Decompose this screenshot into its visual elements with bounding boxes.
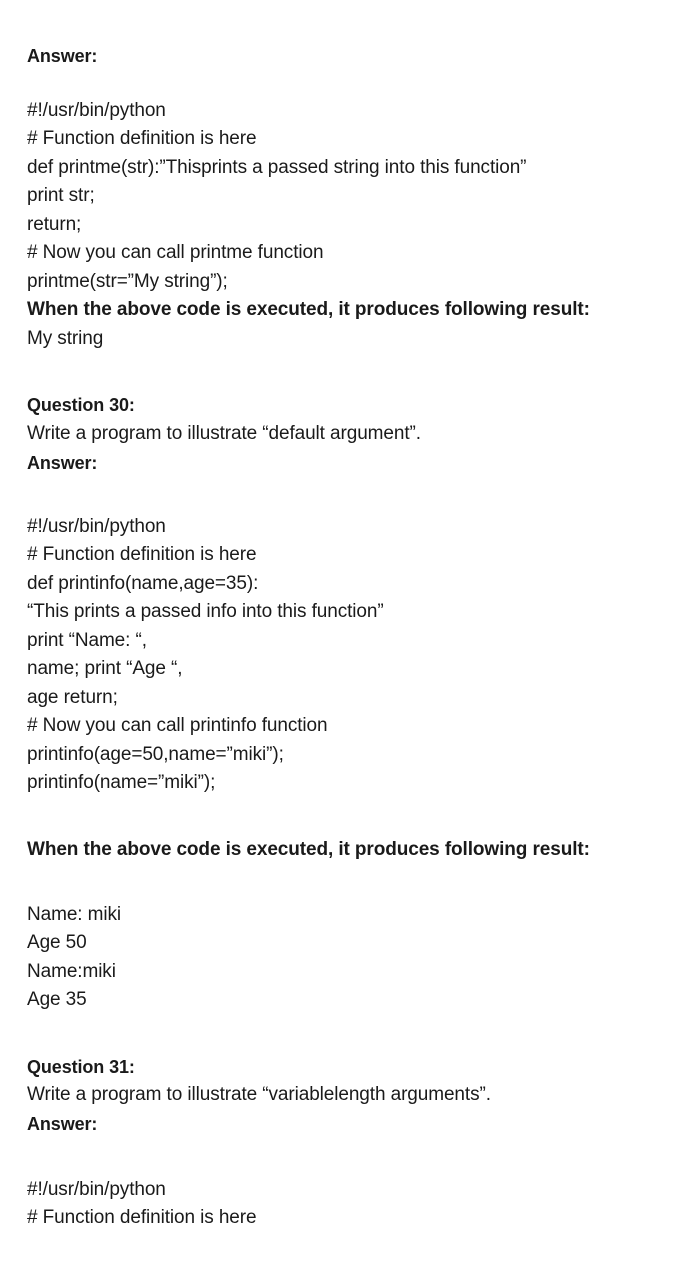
code-line: # Now you can call printinfo function — [27, 715, 328, 736]
question-prompt: Write a program to illustrate “variablelength arguments”. — [27, 1084, 491, 1105]
answer-label: Answer: — [27, 453, 98, 473]
result-line: Name: miki — [27, 904, 122, 925]
code-line: “This prints a passed info into this function” — [27, 601, 384, 622]
code-line: print “Name: “, — [27, 630, 147, 651]
result-heading: When the above code is executed, it produces following result: — [27, 839, 590, 860]
question-title: Question 30: — [27, 395, 135, 415]
code-line: printinfo(age=50,name=”miki”); — [27, 744, 284, 765]
code-line: printme(str=”My string”); — [27, 271, 228, 292]
code-line: # Function definition is here — [27, 1207, 257, 1228]
code-line: # Function definition is here — [27, 128, 257, 149]
code-line: #!/usr/bin/python — [27, 1179, 166, 1200]
code-line: age return; — [27, 687, 118, 708]
question-prompt: Write a program to illustrate “default argument”. — [27, 423, 421, 444]
code-line: def printinfo(name,age=35): — [27, 573, 259, 594]
code-line: def printme(str):”Thisprints a passed string into this function” — [27, 157, 527, 178]
result-heading: When the above code is executed, it produces following result: — [27, 299, 590, 320]
code-line: print str; — [27, 185, 95, 206]
code-line: #!/usr/bin/python — [27, 516, 166, 537]
result-line: Age 35 — [27, 989, 87, 1010]
code-line: # Now you can call printme function — [27, 242, 324, 263]
code-line: name; print “Age “, — [27, 658, 183, 679]
code-line: # Function definition is here — [27, 544, 257, 565]
result-line: Name:miki — [27, 961, 116, 982]
answer-label: Answer: — [27, 1114, 98, 1134]
result-line: My string — [27, 328, 104, 349]
code-line: #!/usr/bin/python — [27, 100, 166, 121]
question-title: Question 31: — [27, 1057, 135, 1077]
result-line: Age 50 — [27, 932, 87, 953]
answer-label: Answer: — [27, 46, 98, 66]
code-line: printinfo(name=”miki”); — [27, 772, 216, 793]
code-line: return; — [27, 214, 82, 235]
